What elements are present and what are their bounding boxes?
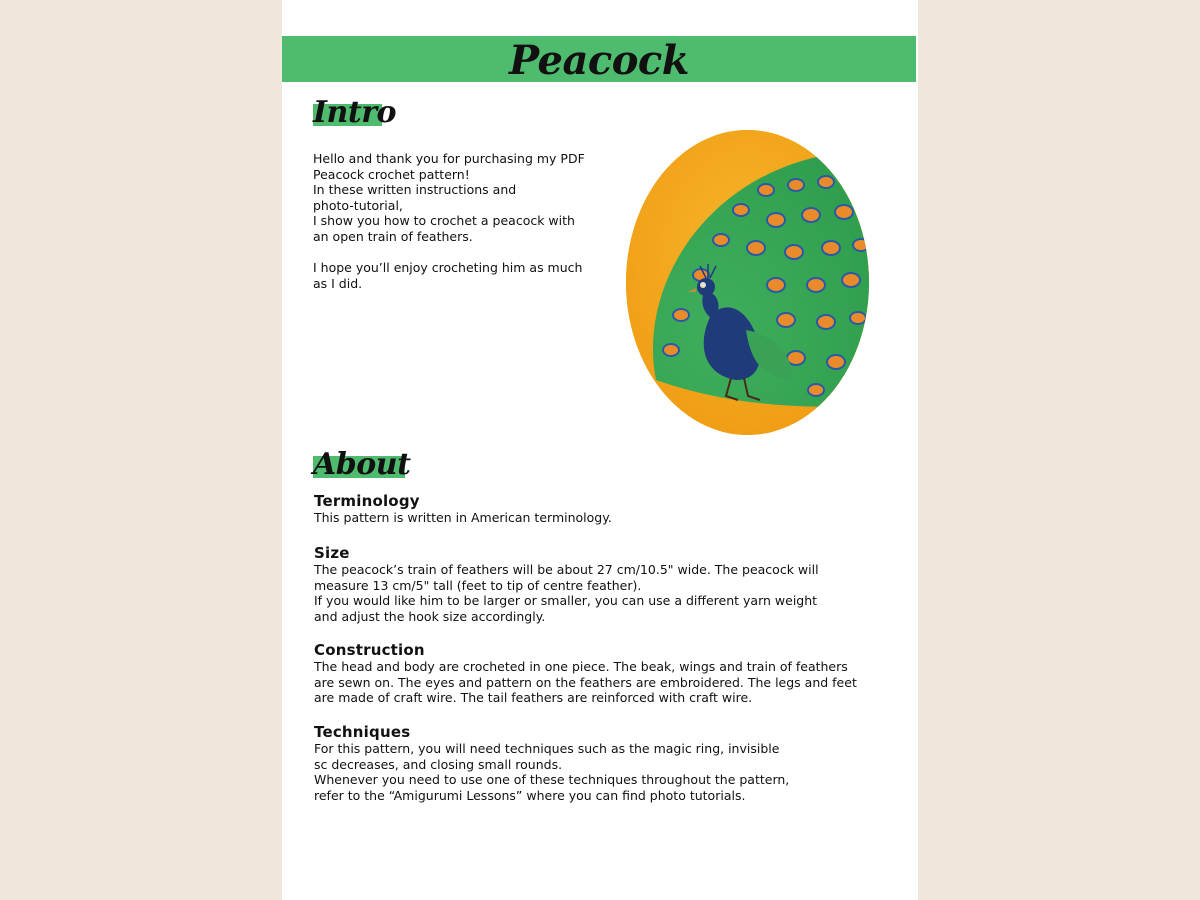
section-title: Size — [314, 544, 350, 562]
section-line: sc decreases, and closing small rounds. — [314, 756, 563, 772]
section-line: are sewn on. The eyes and pattern on the feathers are embroidered. The legs and feet — [314, 674, 857, 690]
section-line: are made of craft wire. The tail feathers are reinforced with craft wire. — [314, 690, 753, 706]
intro-line: In these written instructions and — [313, 182, 517, 198]
construction-section — [314, 641, 894, 706]
section-title: Techniques — [314, 723, 411, 741]
techniques-section — [314, 723, 894, 803]
peacock-illustration — [626, 130, 869, 435]
section-title: Construction — [314, 641, 425, 659]
section-line: The peacock’s train of feathers will be about 27 cm/10.5" wide. The peacock will — [314, 562, 819, 577]
page-title: Peacock — [509, 37, 689, 84]
intro-line: Peacock crochet pattern! — [313, 166, 470, 182]
document-page — [282, 0, 918, 900]
section-body — [314, 741, 894, 803]
intro-line: an open train of feathers. — [313, 228, 473, 244]
section-line: If you would like him to be larger or smaller, you can use a different yarn weight — [314, 593, 818, 609]
section-line: refer to the “Amigurumi Lessons” where you can find photo tutorials. — [314, 787, 746, 803]
terminology-section — [314, 492, 894, 526]
intro-line: I hope you’ll enjoy crocheting him as much — [313, 260, 583, 276]
section-line: The head and body are crocheted in one piece. The beak, wings and train of feathers — [314, 659, 848, 674]
paragraph-gap — [313, 245, 613, 261]
intro-heading — [313, 95, 397, 130]
size-section — [314, 544, 894, 624]
intro-heading-text: Intro — [313, 95, 397, 130]
intro-line: I show you how to crochet a peacock with — [313, 213, 575, 229]
intro-paragraph — [313, 151, 613, 291]
peacock-photo — [626, 130, 869, 435]
section-line: This pattern is written in American terminology. — [314, 510, 612, 525]
section-title: Terminology — [314, 492, 420, 510]
section-line: Whenever you need to use one of these techniques throughout the pattern, — [314, 772, 790, 788]
intro-line: photo-tutorial, — [313, 197, 403, 213]
title-banner — [282, 36, 916, 82]
about-heading-text: About — [313, 447, 411, 482]
section-line: For this pattern, you will need techniques such as the magic ring, invisible — [314, 741, 780, 756]
section-line: and adjust the hook size accordingly. — [314, 608, 546, 624]
about-heading — [313, 447, 411, 482]
section-line: measure 13 cm/5" tall (feet to tip of centre feather). — [314, 577, 642, 593]
section-body — [314, 562, 894, 624]
intro-line: Hello and thank you for purchasing my PDF — [313, 151, 585, 166]
section-body — [314, 659, 894, 706]
intro-line: as I did. — [313, 275, 363, 291]
section-body — [314, 510, 894, 526]
